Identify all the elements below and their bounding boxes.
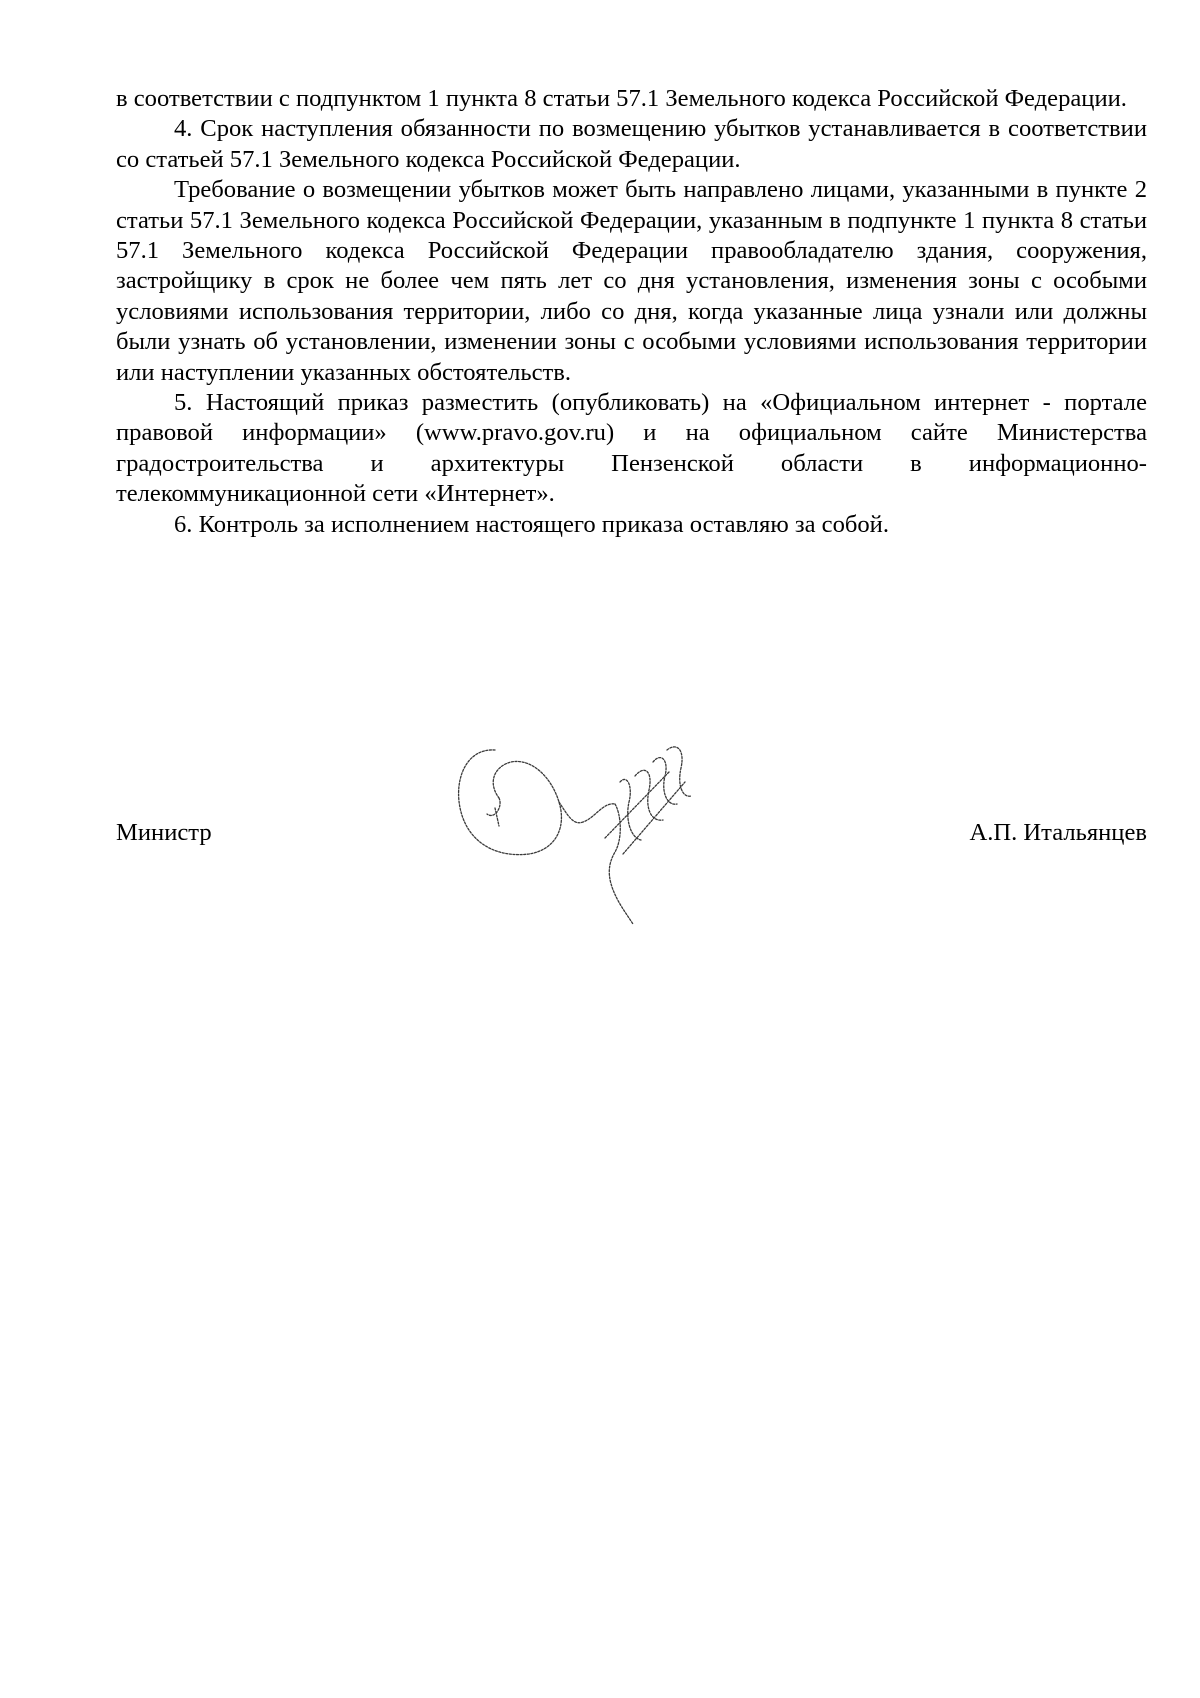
signatory-position: Министр — [116, 819, 212, 846]
paragraph-continuation: в соответствии с подпунктом 1 пункта 8 статьи 57.1 Земельного кодекса Российской Федерации. — [116, 85, 1127, 112]
paragraph-item-4: 4. Срок наступления обязанности по возмещению убытков устанавливается в соответствии со статьей 57.1 Земельного кодекса Российской Федерации. — [116, 115, 1147, 173]
paragraph-claim-requirement: Требование о возмещении убытков может быть направлено лицами, указанными в пункте 2 статьи 57.1 Земельного кодекса Российской Федерации, указанным в подпункте 1 пункта 8 статьи 57.1 Земельного кодекса Российской Федерации правообладателю здания, сооружения, застройщику в срок не более чем пять лет со дня установления, изменения зоны с особыми условиями использования территории, либо со дня, когда указанные лица узнали или должны были узнать об установлении, изменении зоны с особыми условиями использования территории или наступлении указанных обстоятельств. — [116, 176, 1147, 386]
paragraph-item-6: 6. Контроль за исполнением настоящего приказа оставляю за собой. — [174, 510, 889, 538]
handwritten-signature-icon — [455, 742, 715, 927]
document-body — [116, 84, 1147, 540]
paragraph-item-5: 5. Настоящий приказ разместить (опубликовать) на «Официальном интернет - портале правовой информации» (www.pravo.gov.ru) и на официальном сайте Министерства градостроительства и архитектуры Пензенской области в информационно-телекоммуникационной сети «Интернет». — [116, 389, 1147, 508]
signatory-name: А.П. Итальянцев — [969, 819, 1147, 846]
